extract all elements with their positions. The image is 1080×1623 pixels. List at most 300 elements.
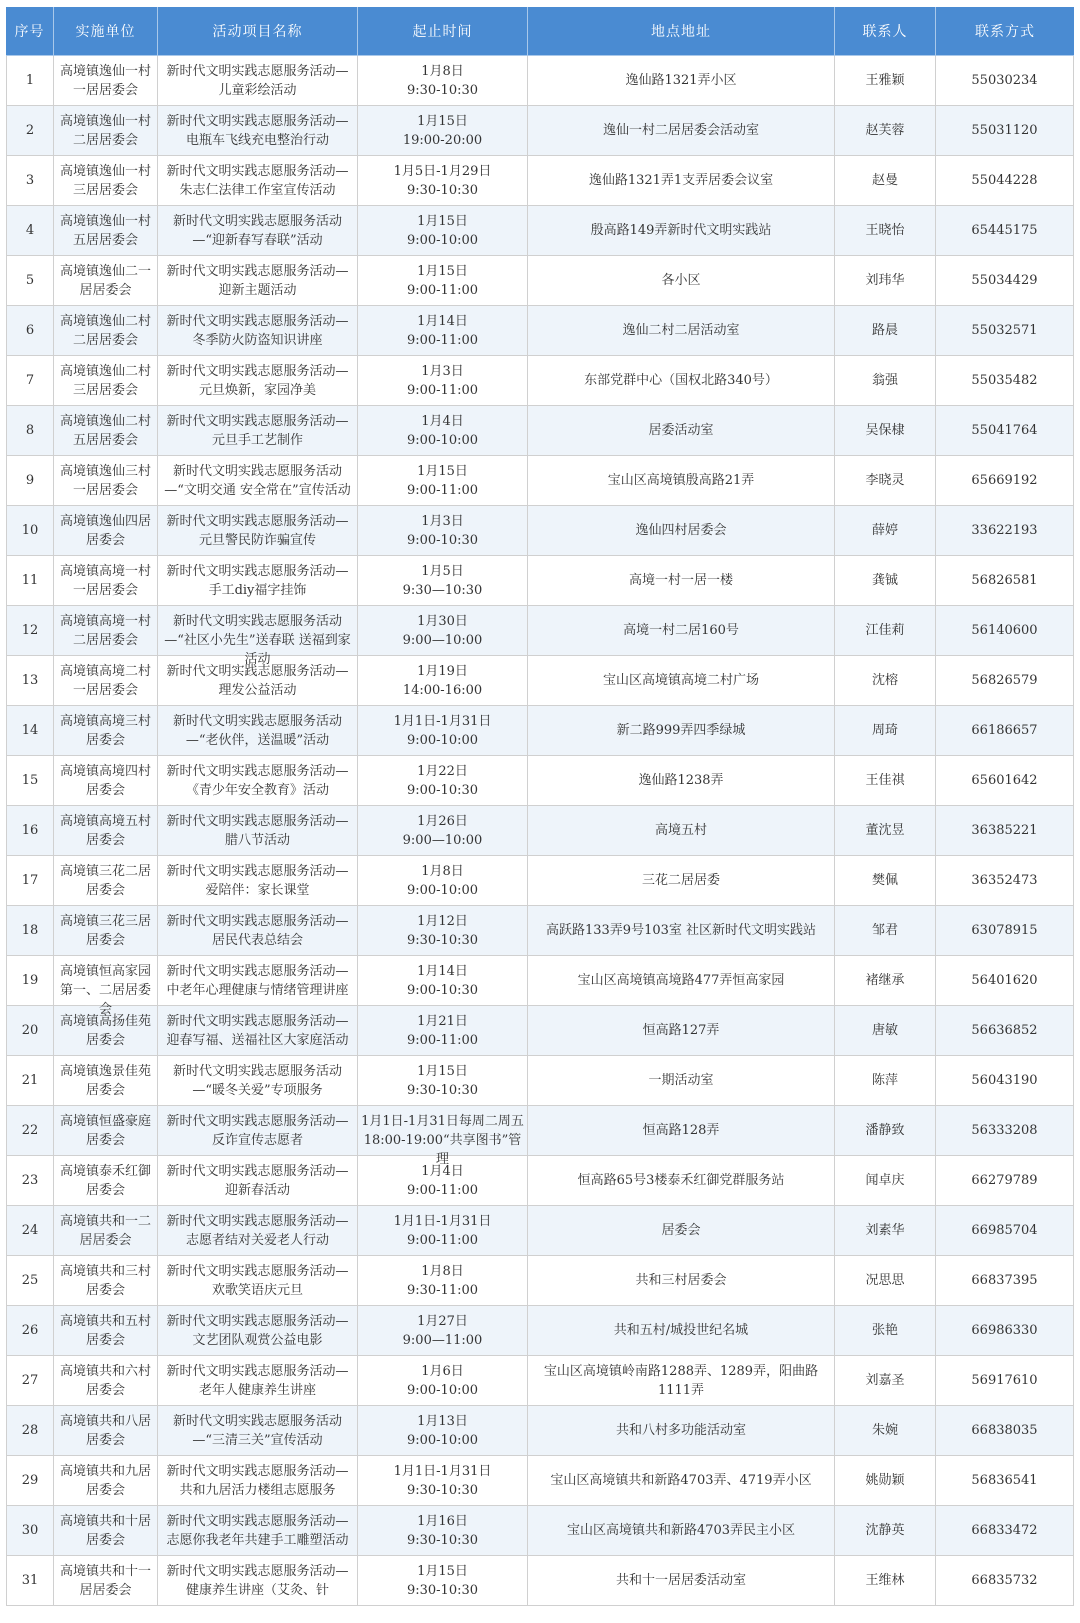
cell-unit: [54, 306, 158, 356]
cell-no-text: 26: [21, 1323, 39, 1338]
cell-activity: [158, 1006, 358, 1056]
cell-contact: [835, 106, 936, 156]
cell-phone: [936, 1056, 1074, 1106]
table-row: [6, 556, 1074, 606]
cell-time: [358, 756, 528, 806]
cell-contact: [835, 406, 936, 456]
cell-unit: [54, 906, 158, 956]
cell-unit-text: 高境镇共和十一居居委会: [59, 1563, 151, 1598]
cell-phone: [936, 1506, 1074, 1556]
cell-time-text: 1月8日 9:00-10:00: [406, 863, 479, 898]
cell-unit: [54, 56, 158, 106]
cell-time: [358, 906, 528, 956]
cell-no-text: 11: [21, 573, 39, 588]
cell-phone-text: 56826581: [971, 573, 1038, 588]
cell-time-text: 1月3日 9:00-10:30: [406, 513, 479, 548]
cell-no-text: 28: [21, 1423, 39, 1438]
cell-phone-text: 56043190: [971, 1073, 1038, 1088]
cell-phone-text: 56917610: [971, 1373, 1038, 1388]
cell-activity: [158, 1106, 358, 1156]
cell-phone-text: 66186657: [971, 723, 1038, 738]
table-row: [6, 1306, 1074, 1356]
cell-contact: [835, 1056, 936, 1106]
cell-contact-text: 姚勋颖: [865, 1473, 905, 1488]
cell-contact-text: 朱婉: [871, 1423, 898, 1438]
cell-location-text: 宝山区高境镇高境路477弄恒高家园: [577, 973, 785, 988]
cell-unit: [54, 1006, 158, 1056]
table-row: [6, 1256, 1074, 1306]
cell-location: [528, 556, 835, 606]
header-no: 序号: [6, 7, 54, 56]
cell-activity-text: 新时代文明实践志愿服务活动—志愿者结对关爱老人行动: [166, 1213, 349, 1248]
cell-unit-text: 高境镇三花三居居委会: [59, 913, 151, 948]
cell-time: [358, 856, 528, 906]
cell-contact: [835, 606, 936, 656]
cell-unit: [54, 956, 158, 1017]
cell-contact-text: 江佳莉: [865, 623, 905, 638]
cell-time-text: 1月14日 9:00-10:30: [406, 963, 479, 998]
cell-phone: [936, 1206, 1074, 1256]
cell-no-text: 22: [21, 1123, 39, 1138]
cell-no-text: 7: [25, 373, 35, 388]
cell-no-text: 24: [21, 1223, 39, 1238]
cell-phone-text: 66838035: [971, 1423, 1038, 1438]
cell-activity: [158, 1056, 358, 1106]
header-unit: 实施单位: [54, 7, 158, 56]
cell-phone-text: 55035482: [971, 373, 1038, 388]
cell-unit-text: 高境镇高境一村一居居委会: [59, 563, 151, 598]
cell-unit: [54, 1056, 158, 1106]
cell-location: [528, 756, 835, 806]
cell-no-text: 13: [21, 673, 39, 688]
cell-time: [358, 706, 528, 756]
cell-activity-text: 新时代文明实践志愿服务活动—“老伙伴，送温暖”活动: [172, 713, 342, 748]
cell-activity: [158, 256, 358, 306]
cell-activity-text: 新时代文明实践志愿服务活动—理发公益活动: [166, 663, 349, 698]
cell-phone: [936, 656, 1074, 706]
cell-time: [358, 1456, 528, 1506]
cell-contact-text: 李晓灵: [865, 473, 905, 488]
cell-no: [6, 1056, 54, 1106]
cell-unit-text: 高境镇共和五村居委会: [59, 1313, 151, 1348]
cell-activity: [158, 556, 358, 606]
cell-activity: [158, 806, 358, 856]
cell-location-text: 高境一村一居一楼: [628, 573, 733, 588]
cell-time: [358, 106, 528, 156]
cell-phone-text: 66985704: [971, 1223, 1038, 1238]
cell-no-text: 1: [25, 73, 35, 88]
cell-phone: [936, 156, 1074, 206]
cell-unit-text: 高境镇恒盛豪庭居委会: [59, 1113, 151, 1148]
cell-phone: [936, 856, 1074, 906]
cell-time-text: 1月1日-1月31日每周二周五18:00-19:00“共享图书”管理: [361, 1113, 524, 1167]
cell-no: [6, 1256, 54, 1306]
cell-activity-text: 新时代文明实践志愿服务活动—居民代表总结会: [166, 913, 349, 948]
cell-unit: [54, 806, 158, 856]
cell-contact: [835, 1106, 936, 1156]
cell-unit: [54, 1406, 158, 1456]
table-row: [6, 706, 1074, 756]
cell-phone: [936, 556, 1074, 606]
cell-unit: [54, 206, 158, 256]
cell-contact-text: 王雅颖: [865, 73, 905, 88]
cell-unit-text: 高境镇逸仙二一居居委会: [59, 263, 151, 298]
cell-contact: [835, 706, 936, 756]
cell-no-text: 2: [25, 123, 35, 138]
cell-activity-text: 新时代文明实践志愿服务活动—手工diy福字挂饰: [166, 563, 349, 598]
cell-time-text: 1月8日 9:30-11:00: [406, 1263, 479, 1298]
cell-unit-text: 高境镇共和十居居委会: [59, 1513, 151, 1548]
cell-contact: [835, 256, 936, 306]
cell-time-text: 1月1日-1月31日 9:30-10:30: [393, 1463, 492, 1498]
cell-location-text: 逸仙路1321弄小区: [625, 73, 737, 88]
cell-unit: [54, 1106, 158, 1156]
cell-activity: [158, 306, 358, 356]
cell-time-text: 1月19日 14:00-16:00: [402, 663, 483, 698]
cell-activity-text: 新时代文明实践志愿服务活动—“暖冬关爱”专项服务: [172, 1063, 342, 1098]
table-row: [6, 1206, 1074, 1256]
cell-contact-text: 邹君: [871, 923, 898, 938]
cell-activity-text: 新时代文明实践志愿服务活动—文艺团队观赏公益电影: [166, 1313, 349, 1348]
cell-activity: [158, 1506, 358, 1556]
cell-unit: [54, 556, 158, 606]
cell-activity: [158, 1256, 358, 1306]
cell-time-text: 1月15日 9:30-10:30: [406, 1063, 479, 1098]
cell-phone-text: 36385221: [971, 823, 1038, 838]
cell-location: [528, 656, 835, 706]
cell-location: [528, 406, 835, 456]
cell-time: [358, 1156, 528, 1206]
cell-location-text: 居委活动室: [648, 423, 714, 438]
cell-contact-text: 赵芙蓉: [865, 123, 905, 138]
cell-location: [528, 856, 835, 906]
cell-no: [6, 1106, 54, 1156]
cell-time-text: 1月15日 9:00-11:00: [406, 463, 479, 498]
cell-location-text: 一期活动室: [648, 1073, 714, 1088]
cell-contact: [835, 1256, 936, 1306]
cell-contact-text: 张艳: [871, 1323, 898, 1338]
cell-contact: [835, 156, 936, 206]
cell-location: [528, 456, 835, 506]
cell-activity: [158, 856, 358, 906]
cell-activity-text: 新时代文明实践志愿服务活动—中老年心理健康与情绪管理讲座: [166, 963, 349, 998]
cell-location-text: 恒高路128弄: [642, 1123, 720, 1138]
cell-unit: [54, 356, 158, 406]
cell-time: [358, 306, 528, 356]
cell-no: [6, 256, 54, 306]
cell-time: [358, 1106, 528, 1167]
table-row: [6, 506, 1074, 556]
cell-location: [528, 256, 835, 306]
cell-unit-text: 高境镇高境四村居委会: [59, 763, 151, 798]
cell-contact-text: 龚铖: [871, 573, 898, 588]
cell-phone: [936, 1556, 1074, 1606]
cell-no: [6, 1406, 54, 1456]
cell-time-text: 1月15日 9:30-10:30: [406, 1563, 479, 1598]
cell-no: [6, 1556, 54, 1606]
cell-location: [528, 1056, 835, 1106]
cell-no: [6, 756, 54, 806]
cell-no: [6, 856, 54, 906]
cell-no: [6, 956, 54, 1006]
cell-phone: [936, 1256, 1074, 1306]
cell-no: [6, 1306, 54, 1356]
cell-location: [528, 1406, 835, 1456]
cell-unit-text: 高境镇逸仙四居居委会: [59, 513, 151, 548]
cell-no-text: 30: [21, 1523, 39, 1538]
cell-unit: [54, 1456, 158, 1506]
cell-phone-text: 36352473: [971, 873, 1038, 888]
cell-activity-text: 新时代文明实践志愿服务活动—志愿你我老年共建手工雕塑活动: [166, 1513, 349, 1548]
cell-phone: [936, 56, 1074, 106]
cell-unit: [54, 756, 158, 806]
cell-time: [358, 606, 528, 656]
cell-contact-text: 王佳祺: [865, 773, 905, 788]
cell-location: [528, 156, 835, 206]
cell-contact-text: 陈萍: [871, 1073, 898, 1088]
cell-activity: [158, 1356, 358, 1406]
cell-phone: [936, 756, 1074, 806]
cell-activity: [158, 756, 358, 806]
cell-location: [528, 806, 835, 856]
cell-no: [6, 156, 54, 206]
cell-activity-text: 新时代文明实践志愿服务活动—元旦警民防诈骗宣传: [166, 513, 349, 548]
cell-location: [528, 1256, 835, 1306]
header-location: 地点地址: [528, 7, 835, 56]
cell-time: [358, 406, 528, 456]
cell-contact-text: 沈榕: [871, 673, 898, 688]
cell-no: [6, 1506, 54, 1556]
cell-activity: [158, 356, 358, 406]
cell-phone-text: 55030234: [971, 73, 1038, 88]
cell-activity: [158, 56, 358, 106]
cell-time: [358, 556, 528, 606]
cell-phone-text: 55044228: [971, 173, 1038, 188]
cell-no: [6, 606, 54, 656]
cell-activity-text: 新时代文明实践志愿服务活动—健康养生讲座（艾灸、针: [166, 1563, 349, 1598]
cell-no: [6, 356, 54, 406]
cell-time-text: 1月8日 9:30-10:30: [406, 63, 479, 98]
cell-location-text: 高境一村二居160号: [623, 623, 739, 638]
cell-location-text: 东部党群中心（国权北路340号）: [584, 373, 778, 388]
cell-no-text: 12: [21, 623, 39, 638]
cell-unit: [54, 156, 158, 206]
cell-phone: [936, 1306, 1074, 1356]
table-row: [6, 456, 1074, 506]
cell-no-text: 4: [25, 223, 35, 238]
cell-no: [6, 706, 54, 756]
cell-contact: [835, 1206, 936, 1256]
cell-time-text: 1月6日 9:00-10:00: [406, 1363, 479, 1398]
cell-activity-text: 新时代文明实践志愿服务活动—欢歌笑语庆元旦: [166, 1263, 349, 1298]
table-row: [6, 56, 1074, 106]
cell-location-text: 殷高路149弄新时代文明实践站: [590, 223, 772, 238]
cell-time-text: 1月27日 9:00—11:00: [402, 1313, 483, 1348]
cell-contact: [835, 756, 936, 806]
cell-phone: [936, 1406, 1074, 1456]
cell-no: [6, 106, 54, 156]
cell-activity-text: 新时代文明实践志愿服务活动—反诈宣传志愿者: [166, 1113, 349, 1148]
cell-activity-text: 新时代文明实践志愿服务活动—冬季防火防盗知识讲座: [166, 313, 349, 348]
cell-unit-text: 高境镇高扬佳苑居委会: [59, 1013, 151, 1048]
cell-no: [6, 456, 54, 506]
cell-contact-text: 王晓怡: [865, 223, 905, 238]
cell-phone-text: 66833472: [971, 1523, 1038, 1538]
cell-contact: [835, 306, 936, 356]
cell-phone: [936, 1106, 1074, 1156]
cell-location-text: 宝山区高境镇共和新路4703弄民主小区: [566, 1523, 796, 1538]
table-row: [6, 106, 1074, 156]
cell-unit-text: 高境镇逸仙二村二居居委会: [59, 313, 151, 348]
cell-unit: [54, 106, 158, 156]
cell-unit-text: 高境镇共和三村居委会: [59, 1263, 151, 1298]
table-row: [6, 756, 1074, 806]
cell-activity: [158, 1406, 358, 1456]
table-row: [6, 1456, 1074, 1506]
cell-activity: [158, 156, 358, 206]
cell-location-text: 共和五村/城投世纪名城: [613, 1323, 749, 1338]
cell-phone: [936, 356, 1074, 406]
cell-no-text: 27: [21, 1373, 39, 1388]
cell-unit: [54, 406, 158, 456]
cell-activity-text: 新时代文明实践志愿服务活动—《青少年安全教育》活动: [166, 763, 349, 798]
cell-phone-text: 66986330: [971, 1323, 1038, 1338]
cell-unit: [54, 1556, 158, 1606]
cell-contact: [835, 806, 936, 856]
header-row: [6, 7, 1074, 56]
cell-phone-text: 65669192: [971, 473, 1038, 488]
cell-time: [358, 156, 528, 206]
cell-unit: [54, 1156, 158, 1206]
cell-unit-text: 高境镇泰禾红御居委会: [59, 1163, 151, 1198]
cell-location: [528, 306, 835, 356]
cell-unit: [54, 1306, 158, 1356]
cell-phone-text: 56636852: [971, 1023, 1038, 1038]
cell-unit: [54, 706, 158, 756]
cell-no-text: 17: [21, 873, 39, 888]
cell-time: [358, 1356, 528, 1406]
cell-unit: [54, 456, 158, 506]
cell-no: [6, 306, 54, 356]
cell-location-text: 宝山区高境镇岭南路1288弄、1289弄，阳曲路1111弄: [543, 1363, 819, 1398]
cell-time-text: 1月26日 9:00—10:00: [402, 813, 483, 848]
cell-contact-text: 刘嘉圣: [865, 1373, 905, 1388]
cell-unit: [54, 1506, 158, 1556]
cell-activity: [158, 1306, 358, 1356]
cell-time-text: 1月15日 9:00-10:00: [406, 213, 479, 248]
cell-no-text: 29: [21, 1473, 39, 1488]
header-contact: 联系人: [835, 7, 936, 56]
cell-phone-text: 56836541: [971, 1473, 1038, 1488]
table-row: [6, 1056, 1074, 1106]
cell-time-text: 1月30日 9:00—10:00: [402, 613, 483, 648]
cell-contact: [835, 456, 936, 506]
cell-phone: [936, 406, 1074, 456]
cell-time-text: 1月5日 9:30—10:30: [402, 563, 483, 598]
cell-activity: [158, 606, 358, 667]
cell-contact-text: 周琦: [871, 723, 898, 738]
table-row: [6, 406, 1074, 456]
cell-time: [358, 1556, 528, 1606]
cell-location: [528, 1506, 835, 1556]
cell-location-text: 各小区: [661, 273, 701, 288]
cell-no: [6, 406, 54, 456]
cell-location-text: 逸仙四村居委会: [635, 523, 727, 538]
cell-phone: [936, 506, 1074, 556]
cell-time-text: 1月5日-1月29日 9:30-10:30: [393, 163, 492, 198]
table-row: [6, 606, 1074, 656]
cell-unit: [54, 856, 158, 906]
cell-activity: [158, 906, 358, 956]
cell-activity-text: 新时代文明实践志愿服务活动—“文明交通 安全常在”宣传活动: [164, 463, 351, 498]
cell-time: [358, 456, 528, 506]
cell-unit-text: 高境镇共和八居居委会: [59, 1413, 151, 1448]
cell-phone-text: 55031120: [971, 123, 1038, 138]
cell-no-text: 8: [25, 423, 35, 438]
table-row: [6, 1506, 1074, 1556]
cell-time-text: 1月1日-1月31日 9:00-10:00: [393, 713, 492, 748]
cell-activity: [158, 1556, 358, 1606]
cell-location-text: 宝山区高境镇殷高路21弄: [607, 473, 755, 488]
cell-unit-text: 高境镇共和一二居居委会: [59, 1213, 151, 1248]
cell-no-text: 6: [25, 323, 35, 338]
cell-location: [528, 1156, 835, 1206]
cell-time-text: 1月3日 9:00-11:00: [406, 363, 479, 398]
cell-location-text: 共和三村居委会: [635, 1273, 727, 1288]
cell-location: [528, 1006, 835, 1056]
cell-activity: [158, 506, 358, 556]
cell-activity-text: 新时代文明实践志愿服务活动—爱陪伴：家长课堂: [166, 863, 349, 898]
cell-unit: [54, 1356, 158, 1406]
table-row: [6, 1406, 1074, 1456]
cell-activity-text: 新时代文明实践志愿服务活动—朱志仁法律工作室宣传活动: [166, 163, 349, 198]
cell-no-text: 14: [21, 723, 39, 738]
table-row: [6, 1156, 1074, 1206]
cell-phone: [936, 1356, 1074, 1406]
cell-time-text: 1月15日 19:00-20:00: [402, 113, 483, 148]
cell-unit-text: 高境镇逸仙二村五居居委会: [59, 413, 151, 448]
cell-phone-text: 66279789: [971, 1173, 1038, 1188]
cell-contact-text: 樊佩: [871, 873, 898, 888]
cell-location: [528, 356, 835, 406]
cell-contact: [835, 1006, 936, 1056]
table-row: [6, 1356, 1074, 1406]
cell-time: [358, 506, 528, 556]
cell-activity-text: 新时代文明实践志愿服务活动—元旦手工艺制作: [166, 413, 349, 448]
cell-unit-text: 高境镇高境五村居委会: [59, 813, 151, 848]
cell-location-text: 逸仙路1321弄1支弄居委会议室: [588, 173, 774, 188]
cell-activity: [158, 1156, 358, 1206]
cell-no-text: 31: [21, 1573, 39, 1588]
cell-location: [528, 1356, 835, 1406]
cell-contact: [835, 906, 936, 956]
table-row: [6, 356, 1074, 406]
cell-unit-text: 高境镇逸仙一村二居居委会: [59, 113, 151, 148]
cell-no-text: 9: [25, 473, 35, 488]
cell-unit-text: 高境镇恒高家园第一、二居居委会: [59, 963, 151, 1017]
cell-contact: [835, 1506, 936, 1556]
cell-activity-text: 新时代文明实践志愿服务活动—迎新春活动: [166, 1163, 349, 1198]
cell-unit: [54, 606, 158, 656]
cell-no: [6, 556, 54, 606]
cell-contact: [835, 1156, 936, 1206]
table-row: [6, 956, 1074, 1006]
cell-activity: [158, 656, 358, 706]
cell-activity-text: 新时代文明实践志愿服务活动—“三清三关”宣传活动: [172, 1413, 342, 1448]
cell-no-text: 3: [25, 173, 35, 188]
cell-activity: [158, 406, 358, 456]
cell-phone-text: 55041764: [971, 423, 1038, 438]
